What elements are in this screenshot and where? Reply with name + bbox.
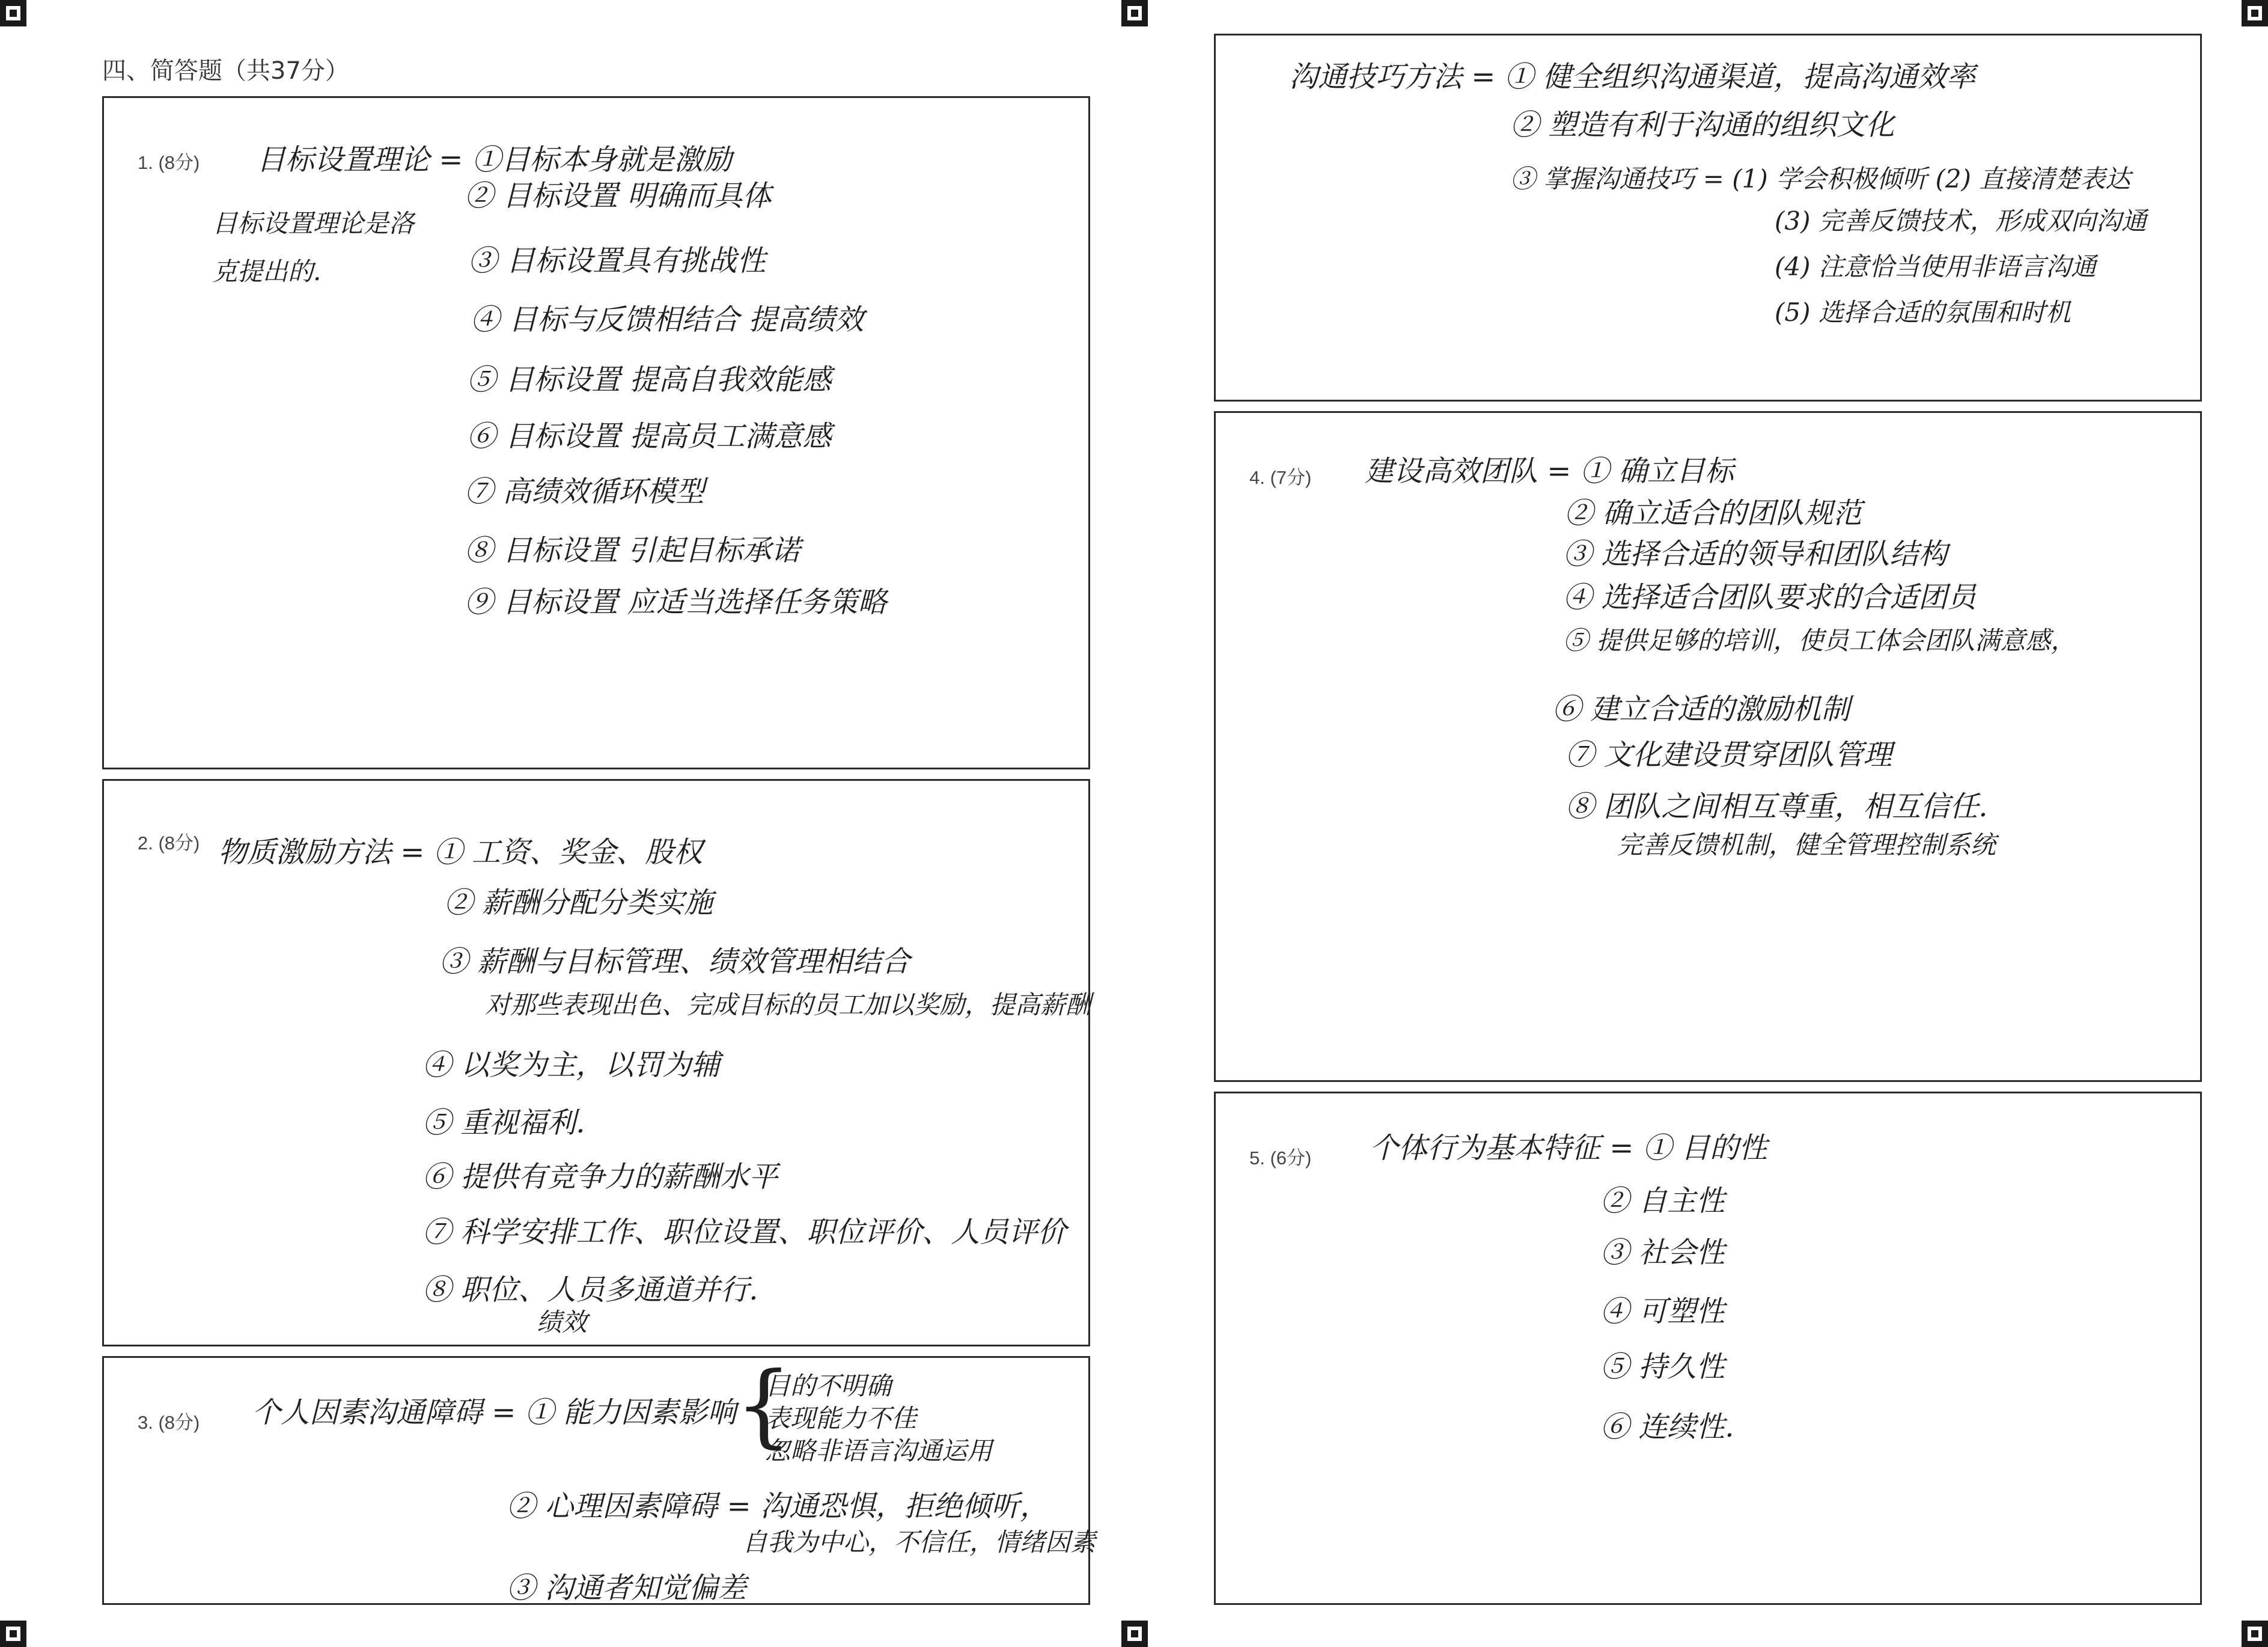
answer-line: ② 心理因素障碍 = 沟通恐惧，拒绝倾听， <box>507 1490 1049 1523</box>
answer-line: ⑦ 科学安排工作、职位设置、职位评价、人员评价 <box>422 1215 1067 1249</box>
answer-heading: 个体行为基本特征 = ① 目的性 <box>1370 1131 1767 1165</box>
registration-marker-top-left <box>0 0 26 26</box>
section-title: 四、简答题（共37分） <box>102 57 349 85</box>
answer-line: ③ 目标设置具有挑战性 <box>468 244 766 278</box>
answer-line: ④ 以奖为主，以罚为辅 <box>422 1048 721 1082</box>
side-note: 克提出的. <box>212 257 322 286</box>
answer-line: ③ 选择合适的领导和团队结构 <box>1563 537 1948 571</box>
answer-box-q3-continued <box>1214 34 2202 402</box>
answer-box-q3 <box>102 1353 1096 1605</box>
answer-line: ⑧ 团队之间相互尊重，相互信任. <box>1565 790 1988 824</box>
brace-symbol: { <box>735 1353 793 1458</box>
answer-line: ④ 可塑性 <box>1600 1295 1725 1328</box>
answer-line: ② 目标设置 明确而具体 <box>465 179 772 213</box>
answer-line: (4) 注意恰当使用非语言沟通 <box>1775 252 2096 281</box>
registration-marker-top-right <box>2242 0 2268 26</box>
answer-line: ⑧ 职位、人员多通道并行. <box>422 1273 758 1307</box>
registration-marker-bottom-right <box>2242 1621 2268 1647</box>
answer-line: ⑤ 目标设置 提高自我效能感 <box>467 363 832 397</box>
answer-line: 自我为中心，不信任，情绪因素 <box>742 1527 1096 1557</box>
answer-line: ⑦ 高绩效循环模型 <box>465 475 705 509</box>
answer-line: (3) 完善反馈技术，形成双向沟通 <box>1775 206 2147 236</box>
answer-box-q1 <box>102 96 1090 769</box>
answer-line: ⑤ 持久性 <box>1600 1350 1725 1384</box>
answer-line: ④ 选择适合团队要求的合适团员 <box>1563 581 1977 614</box>
answer-line: ⑨ 目标设置 应适当选择任务策略 <box>465 585 887 619</box>
answer-line: ③ 薪酬与目标管理、绩效管理相结合 <box>439 945 910 979</box>
registration-marker-bottom-center <box>1121 1621 1148 1647</box>
answer-box-q2 <box>102 779 1090 1346</box>
answer-line: ② 自主性 <box>1600 1184 1725 1218</box>
answer-box-q4 <box>1214 411 2202 1082</box>
answer-line: ⑤ 提供足够的培训，使员工体会团队满意感， <box>1563 626 2076 655</box>
answer-heading: 个人因素沟通障碍 = ① 能力因素影响 <box>252 1396 736 1429</box>
answer-line: ③ 掌握沟通技巧 = (1) 学会积极倾听 (2) 直接清楚表达 <box>1510 164 2131 194</box>
question-number: 5. (6分) <box>1249 1147 1312 1169</box>
brace-item: 目的不明确 <box>765 1371 892 1401</box>
answer-heading: 目标设置理论 = ①目标本身就是激励 <box>257 143 732 177</box>
answer-line: ⑧ 目标设置 引起目标承诺 <box>465 534 800 567</box>
answer-box-q5 <box>1214 1092 2202 1605</box>
answer-heading: 建设高效团队 = ① 确立目标 <box>1365 454 1734 488</box>
registration-marker-top-center <box>1121 0 1148 26</box>
question-number: 4. (7分) <box>1249 467 1312 488</box>
answer-heading: 沟通技巧方法 = ① 健全组织沟通渠道，提高沟通效率 <box>1289 60 1975 94</box>
answer-line: (5) 选择合适的氛围和时机 <box>1775 298 2071 327</box>
answer-line: ③ 社会性 <box>1600 1236 1725 1270</box>
question-number: 1. (8分) <box>138 152 200 173</box>
side-note: 目标设置理论是洛 <box>212 209 415 238</box>
answer-line: ④ 目标与反馈相结合 提高绩效 <box>471 303 864 337</box>
answer-line: ⑥ 建立合适的激励机制 <box>1552 692 1850 726</box>
answer-line: ② 薪酬分配分类实施 <box>444 886 713 920</box>
answer-heading: 物质激励方法 = ① 工资、奖金、股权 <box>218 836 703 869</box>
question-number: 2. (8分) <box>138 833 200 854</box>
answer-line: ② 塑造有利于沟通的组织文化 <box>1510 108 1895 142</box>
answer-line: ⑦ 文化建设贯穿团队管理 <box>1565 738 1892 772</box>
answer-line: ⑥ 提供有竞争力的薪酬水平 <box>422 1160 778 1194</box>
answer-line: ② 确立适合的团队规范 <box>1564 497 1862 530</box>
answer-line: 完善反馈机制，健全管理控制系统 <box>1617 830 1996 860</box>
answer-line: ⑥ 连续性. <box>1600 1410 1734 1444</box>
question-number: 3. (8分) <box>138 1412 200 1433</box>
answer-line: ③ 沟通者知觉偏差 <box>507 1571 747 1605</box>
answer-note: 绩效 <box>537 1307 588 1337</box>
brace-item: 表现能力不佳 <box>765 1404 917 1433</box>
brace-item: 忽略非语言沟通运用 <box>765 1436 993 1465</box>
answer-line: ⑤ 重视福利. <box>422 1106 585 1140</box>
registration-marker-bottom-left <box>0 1621 26 1647</box>
answer-line: ⑥ 目标设置 提高员工满意感 <box>467 420 832 453</box>
answer-line: 对那些表现出色、完成目标的员工加以奖励，提高薪酬 <box>485 990 1091 1019</box>
